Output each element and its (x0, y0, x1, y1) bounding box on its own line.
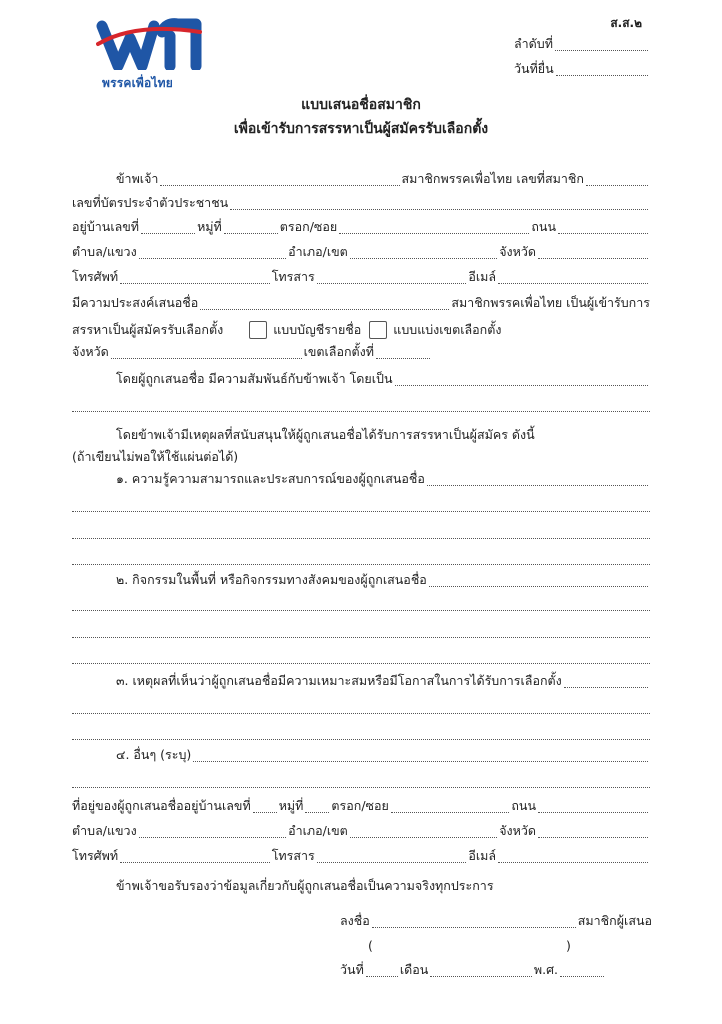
item1-blank[interactable] (72, 510, 650, 512)
constituency-row[interactable]: จังหวัด เขตเลือกตั้งที่ (72, 346, 432, 362)
item4-row[interactable]: ๔. อื่นๆ (ระบุ) (116, 749, 650, 765)
submit-date-field[interactable]: วันที่ยื่น (514, 63, 650, 79)
item1-blank[interactable] (72, 563, 650, 565)
logo-text: พรรคเพื่อไทย (102, 76, 174, 90)
party-list-checkbox[interactable] (249, 321, 267, 339)
district-checkbox[interactable] (369, 321, 387, 339)
item2-blank[interactable] (72, 662, 650, 664)
item3-blank[interactable] (72, 712, 650, 714)
sign-date-row[interactable]: วันที่ เดือน พ.ศ. (340, 964, 606, 980)
proposer-name-row[interactable]: ข้าพเจ้า สมาชิกพรรคเพื่อไทย เลขที่สมาชิก (116, 173, 650, 189)
nominee-address-row[interactable]: ที่อยู่ของผู้ถูกเสนอชื่ออยู่บ้านเลขที่ หมู่ที่ ตรอก/ซอย ถนน (72, 800, 650, 816)
form-code: ส.ส.๒ (610, 16, 642, 30)
nominee-name-row[interactable]: มีความประสงค์เสนอชื่อ สมาชิกพรรคเพื่อไทย เป็นผู้เข้ารับการ (72, 295, 650, 310)
item1-row[interactable]: ๑. ความรู้ความสามารถและประสบการณ์ของผู้ถูกเสนอชื่อ (116, 473, 650, 489)
party-logo (96, 18, 202, 70)
proposer-address-row[interactable]: อยู่บ้านเลขที่ หมู่ที่ ตรอก/ซอย ถนน (72, 221, 650, 237)
form-title: แบบเสนอชื่อสมาชิก (301, 97, 421, 113)
item2-row[interactable]: ๒. กิจกรรมในพื้นที่ หรือกิจกรรมทางสังคมของผู้ถูกเสนอชื่อ (116, 574, 650, 590)
nominee-contact-row[interactable]: โทรศัพท์ โทรสาร อีเมล์ (72, 850, 650, 866)
candidate-type-row: สรรหาเป็นผู้สมัครรับเลือกตั้ง แบบบัญชีรายชื่อ แบบแบ่งเขตเลือกตั้ง (72, 322, 502, 337)
certify-text: ข้าพเจ้าขอรับรองว่าข้อมูลเกี่ยวกับผู้ถูกเสนอชื่อเป็นความจริงทุกประการ (116, 878, 494, 893)
reason-intro: โดยข้าพเจ้ามีเหตุผลที่สนับสนุนให้ผู้ถูกเสนอชื่อได้รับการสรรหาเป็นผู้สมัคร ดังนี้ (116, 427, 535, 442)
relation-row[interactable]: โดยผู้ถูกเสนอชื่อ มีความสัมพันธ์กับข้าพเจ้า โดยเป็น (116, 373, 650, 389)
order-number-field[interactable]: ลำดับที่ (514, 38, 650, 54)
nominee-area-row[interactable]: ตำบล/แขวง อำเภอ/เขต จังหวัด (72, 825, 650, 841)
form-subtitle: เพื่อเข้ารับการสรรหาเป็นผู้สมัครรับเลือกตั้ง (233, 121, 489, 137)
id-card-row[interactable]: เลขที่บัตรประจำตัวประชาชน (72, 197, 650, 213)
relation-blank[interactable] (72, 410, 650, 412)
proposer-area-row[interactable]: ตำบล/แขวง อำเภอ/เขต จังหวัด (72, 246, 650, 262)
item3-row[interactable]: ๓. เหตุผลที่เห็นว่าผู้ถูกเสนอชื่อมีความเหมาะสมหรือมีโอกาสในการได้รับการเลือกตั้ง (116, 675, 650, 691)
item4-blank[interactable] (72, 786, 650, 788)
item3-blank[interactable] (72, 738, 650, 740)
reason-note: (ถ้าเขียนไม่พอให้ใช้แผ่นต่อได้) (72, 449, 239, 464)
item2-blank[interactable] (72, 636, 650, 638)
close-paren: ) (566, 938, 571, 953)
signature-row[interactable]: ลงชื่อ สมาชิกผู้เสนอ (340, 913, 652, 928)
item1-blank[interactable] (72, 537, 650, 539)
item2-blank[interactable] (72, 609, 650, 611)
open-paren: ( (368, 938, 373, 953)
proposer-contact-row[interactable]: โทรศัพท์ โทรสาร อีเมล์ (72, 271, 650, 287)
